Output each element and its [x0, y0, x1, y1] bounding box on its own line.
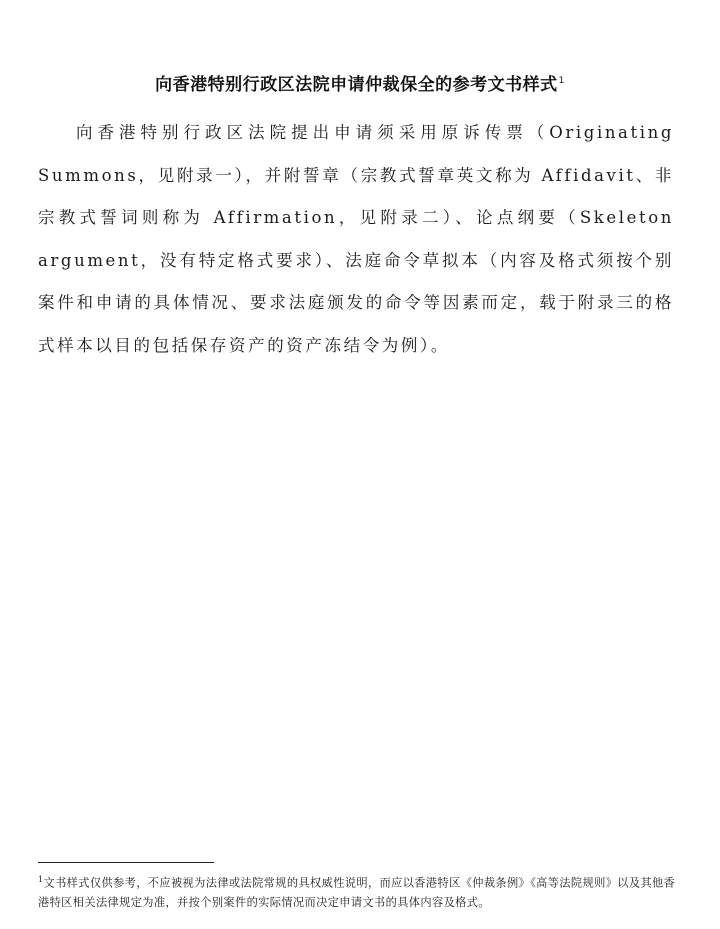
footnote: [38, 870, 678, 912]
footnote-divider: [38, 862, 214, 863]
title-footnote-mark: 1: [558, 76, 565, 87]
title-text: 向香港特别行政区法院申请仲裁保全的参考文书样式: [155, 75, 558, 95]
body-paragraph: 向香港特别行政区法院提出申请须采用原诉传票（Originating Summons，见附录一），并附誓章（宗教式誓章英文称为 Affidavit、非宗教式誓词则称为 Affirmation，见附录二）、论点纲要（Skeleton argument，没有特定格式要求）、法庭命令草拟本（内容及格式须按个别案件和申请的具体情况、要求法庭颁发的命令等因素而定，载于附录三的格式样本以目的包括保存资产的资产冻结令为例）。: [38, 123, 674, 355]
document-title: [0, 70, 720, 95]
footnote-text: 文书样式仅供参考，不应被视为法律或法院常规的具权威性说明，而应以香港特区《仲裁条例》《高等法院规则》以及其他香港特区相关法律规定为准，并按个别案件的实际情况而决定申请文书的具体内容及格式。: [38, 876, 676, 909]
footnote-mark: 1: [38, 875, 44, 884]
